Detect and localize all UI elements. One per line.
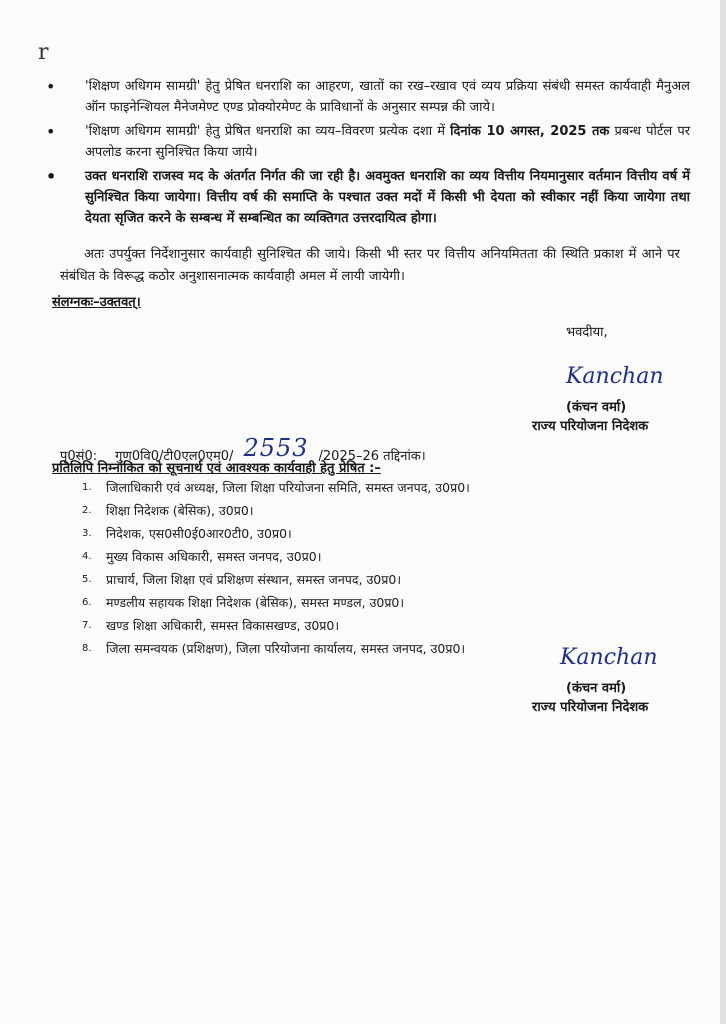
list-number: 8. [82,643,92,654]
instruction-list [40,76,690,232]
signature: Kanchan [560,645,658,670]
list-text: जिलाधिकारी एवं अध्यक्ष, जिला शिक्षा परियोजना समिति, समस्त जनपद, उ0प्र0। [106,480,470,495]
list-number: 3. [82,528,92,539]
signatory-title: राज्य परियोजना निदेशक [532,419,649,434]
bullet-icon: • [46,122,56,141]
distribution-list [82,476,470,660]
list-number: 2. [82,505,92,516]
list-text: मुख्य विकास अधिकारी, समस्त जनपद, उ0प्र0। [106,549,322,564]
signatory-name: (कंचन वर्मा) [566,400,627,415]
list-text: मण्डलीय सहायक शिक्षा निदेशक (बेसिक), समस्त मण्डल, उ0प्र0। [106,595,405,610]
list-text: प्राचार्य, जिला शिक्षा एवं प्रशिक्षण संस्थान, समस्त जनपद, उ0प्र0। [106,572,402,587]
list-number: 5. [82,574,92,585]
corner-mark: r [38,40,49,65]
reference-suffix: /2025–26 तद्दिनांक। [318,449,426,464]
copy-heading: प्रतिलिपि निम्नांकित को सूचनार्थ एवं आवश्यक कार्यवाही हेतु प्रेषित :– [52,461,381,476]
signatory-name: (कंचन वर्मा) [566,681,627,696]
reference-prefix: पृ0सं0: [60,449,98,464]
deadline-text: दिनांक 10 अगस्त, 2025 तक [450,124,610,139]
instruction-text: 'शिक्षण अधिगम सामग्री' हेतु प्रेषित धनराशि का आहरण, खातों का रख–रखाव एवं व्यय प्रक्रिया संबंधी समस्त कार्यवाही मैनुअल ऑन फाइनेन्शियल मैनेजमेण्ट एण्ड प्रोक्योरमेण्ट के प्राविधानों के अनुसार सम्पन्न की जाये। [85,79,690,115]
instruction-text: प्रबन्ध पोर्टल पर अपलोड करना सुनिश्चित किया जाये। [85,124,691,160]
list-number: 7. [82,620,92,631]
list-text: जिला समन्वयक (प्रशिक्षण), जिला परियोजना कार्यालय, समस्त जनपद, उ0प्र0। [106,641,466,656]
instruction-item [40,76,690,118]
list-number: 4. [82,551,92,562]
enclosure-label: संलग्नकः–उक्तवत्। [52,295,141,310]
list-item [82,499,470,522]
instruction-item [40,166,690,229]
list-text: शिक्षा निदेशक (बेसिक), उ0प्र0। [106,503,254,518]
instruction-text: उक्त धनराशि राजस्व मद के अंतर्गत निर्गत की जा रही है। अवमुक्त धनराशि का व्यय वित्तीय नियमानुसार वर्तमान वित्तीय वर्ष में सुनिश्चित किया जायेगा। वित्तीय वर्ष की समाप्ति के पश्चात उक्त मदों में किसी भी देयता को स्वीकार नहीं किया जायेगा तथा देयता सृजित करने के सम्बन्ध में सम्बन्धित का व्यक्तिगत उत्तरदायित्व होगा। [85,169,690,226]
list-number: 1. [82,482,92,493]
instruction-item [40,121,690,163]
bullet-icon: • [46,77,56,96]
handwritten-number: 2553 [243,434,309,462]
list-text: निदेशक, एस0सी0ई0आर0टी0, उ0प्र0। [106,526,292,541]
reference-code: गुण0वि0/टी0एल0एम0/ [115,449,234,464]
page-edge [720,0,726,1024]
list-item [82,476,470,499]
signatory-title: राज्य परियोजना निदेशक [532,700,649,715]
list-item [82,568,470,591]
list-item [82,614,470,637]
instruction-text: 'शिक्षण अधिगम सामग्री' हेतु प्रेषित धनराशि का व्यय–विवरण प्रत्येक दशा में [85,124,451,139]
signature: Kanchan [566,364,664,389]
list-item [82,545,470,568]
closing-salutation: भवदीया, [566,325,608,340]
list-text: खण्ड शिक्षा अधिकारी, समस्त विकासखण्ड, उ0प्र0। [106,618,340,633]
list-item [82,591,470,614]
directive-paragraph: अतः उपर्युक्त निर्देशानुसार कार्यवाही सुनिश्चित की जाये। किसी भी स्तर पर वित्तीय अनियमितता की स्थिति प्रकाश में आने पर संबंधित के विरूद्ध कठोर अनुशासनात्मक कार्यवाही अमल में लायी जायेगी। [60,247,680,284]
bullet-icon: • [46,167,57,186]
list-item [82,637,470,660]
list-number: 6. [82,597,92,608]
list-item [82,522,470,545]
